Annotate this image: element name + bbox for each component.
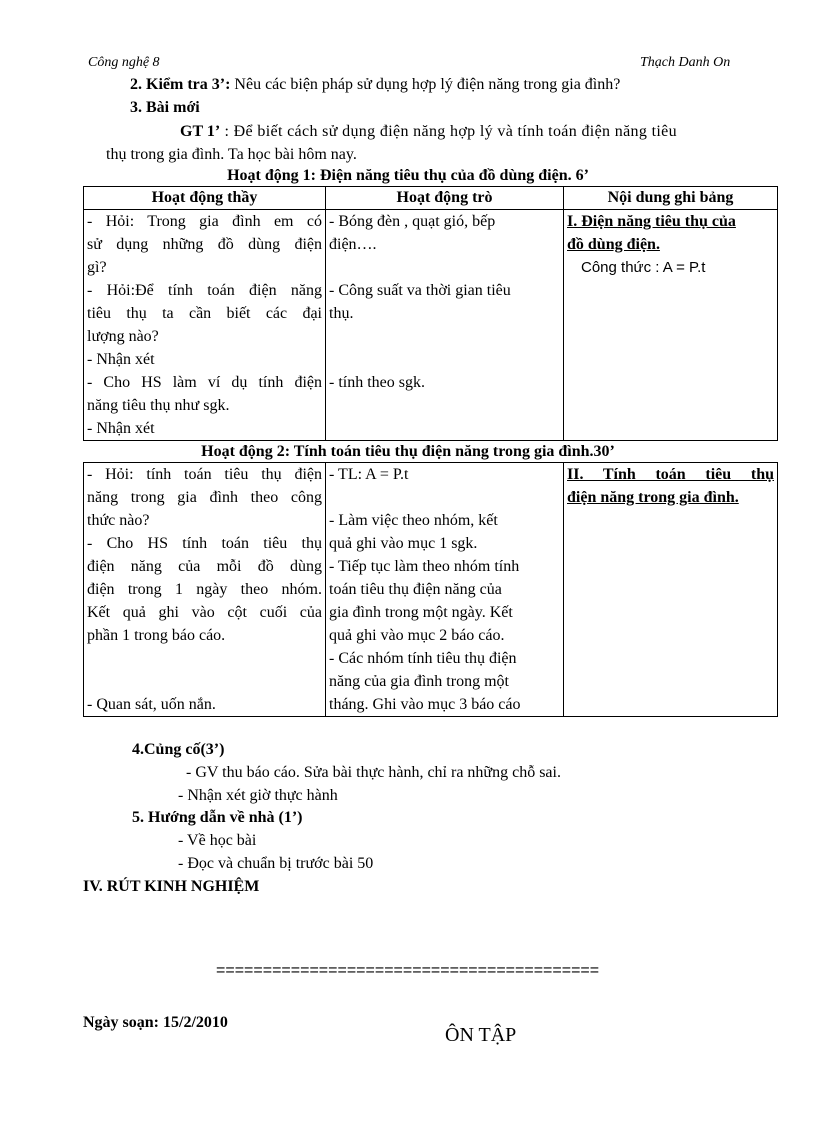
a1-teacher-line: lượng nào? bbox=[87, 328, 159, 345]
a1-student-spacer bbox=[329, 325, 560, 348]
homework-heading bbox=[132, 806, 302, 829]
homework-item-2: - Đọc và chuẩn bị trước bài 50 bbox=[178, 855, 374, 872]
a1-student-line: điện…. bbox=[329, 236, 377, 253]
activity2-teacher-cell bbox=[84, 463, 326, 717]
new-lesson-label: 3. Bài mới bbox=[130, 99, 200, 116]
activity2-board-cell bbox=[564, 463, 778, 717]
a1-board-heading: I. Điện năng tiêu thụ của bbox=[567, 213, 736, 230]
a2-student-line: toán tiêu thụ điện năng của bbox=[329, 581, 502, 598]
a2-teacher-line: - Cho HS tính toán tiêu thụ bbox=[87, 535, 322, 552]
a1-teacher-line: sử dụng những đồ dùng điện bbox=[87, 236, 322, 253]
check-text: Nêu các biện pháp sử dụng hợp lý điện năng trong gia đình? bbox=[230, 76, 621, 93]
a2-student-line: - Tiếp tục làm theo nhóm tính bbox=[329, 558, 520, 575]
activity1-header-row bbox=[84, 187, 778, 210]
a2-teacher-line: - Hỏi: tính toán tiêu thụ điện bbox=[87, 466, 322, 483]
a2-student-line: - Làm việc theo nhóm, kết bbox=[329, 512, 498, 529]
a2-student-line: gia đình trong một ngày. Kết bbox=[329, 604, 513, 621]
a2-teacher-line: phần 1 trong báo cáo. bbox=[87, 627, 226, 644]
consolidate-label: 4.Củng cố(3’) bbox=[132, 741, 225, 758]
prep-date: Ngày soạn: 15/2/2010 bbox=[83, 1014, 228, 1031]
a2-student-line: - TL: A = P.t bbox=[329, 466, 409, 483]
activity1-title: Hoạt động 1: Điện năng tiêu thụ của đồ dùng điện. 6’ bbox=[227, 167, 589, 184]
activity2-student-cell bbox=[326, 463, 564, 717]
new-lesson-heading bbox=[130, 96, 200, 119]
a1-board-formula: Công thức : A = P.t bbox=[581, 259, 706, 276]
col-board-header: Nội dung ghi bảng bbox=[564, 187, 778, 210]
a1-teacher-line: - Cho HS làm ví dụ tính điện bbox=[87, 374, 322, 391]
activity1-teacher-cell bbox=[84, 210, 326, 441]
a1-teacher-line: - Hỏi: Trong gia đình em có bbox=[87, 213, 322, 230]
intro-line-1 bbox=[180, 120, 677, 143]
a2-teacher-line: Kết quả ghi vào cột cuối của bbox=[87, 604, 322, 621]
a2-teacher-line: điện trong 1 ngày theo nhóm. bbox=[87, 581, 322, 598]
activity1-board-cell bbox=[564, 210, 778, 441]
a2-student-line: quả ghi vào mục 2 báo cáo. bbox=[329, 627, 505, 644]
intro-line-2: thụ trong gia đình. Ta học bài hôm nay. bbox=[106, 146, 357, 163]
a1-teacher-line: năng tiêu thụ như sgk. bbox=[87, 397, 230, 414]
activity1-content-row bbox=[84, 210, 778, 441]
a2-teacher-line: - Quan sát, uốn nắn. bbox=[87, 696, 216, 713]
check-section bbox=[130, 73, 620, 96]
consolidate-heading bbox=[132, 738, 224, 761]
activity2-table bbox=[83, 462, 778, 717]
header-author: Thạch Danh On bbox=[640, 55, 731, 70]
a2-student-line: quả ghi vào mục 1 sgk. bbox=[329, 535, 478, 552]
a2-teacher-spacer bbox=[87, 647, 322, 670]
activity2-content-row bbox=[84, 463, 778, 717]
a2-student-spacer bbox=[329, 486, 560, 509]
a2-teacher-line: điện năng của mỗi đồ dùng bbox=[87, 558, 322, 575]
experience-label: IV. RÚT KINH NGHIỆM bbox=[83, 878, 260, 895]
a1-teacher-line: gì? bbox=[87, 259, 107, 276]
a1-student-line: - Bóng đèn , quạt gió, bếp bbox=[329, 213, 496, 230]
a1-student-spacer bbox=[329, 256, 560, 279]
consolidate-item-2: - Nhận xét giờ thực hành bbox=[178, 787, 338, 804]
activity2-title: Hoạt động 2: Tính toán tiêu thụ điện năng trong gia đình.30’ bbox=[201, 443, 615, 460]
col-teacher-header: Hoạt động thầy bbox=[84, 187, 326, 210]
intro-label: GT 1’ bbox=[180, 123, 221, 140]
experience-heading bbox=[83, 875, 259, 898]
a1-student-line: - tính theo sgk. bbox=[329, 374, 425, 391]
a1-teacher-line: tiêu thụ ta cần biết các đại bbox=[87, 305, 322, 322]
homework-item-1: - Về học bài bbox=[178, 832, 257, 849]
next-lesson-title: ÔN TẬP bbox=[445, 1024, 517, 1046]
col-student-header: Hoạt động trò bbox=[326, 187, 564, 210]
activity1-student-cell bbox=[326, 210, 564, 441]
page-separator: ========================================= bbox=[216, 962, 600, 979]
a1-board-heading: đồ dùng điện. bbox=[567, 236, 660, 253]
a2-student-line: - Các nhóm tính tiêu thụ điện bbox=[329, 650, 517, 667]
header-subject: Công nghệ 8 bbox=[88, 55, 160, 70]
consolidate-item-1: - GV thu báo cáo. Sửa bài thực hành, chỉ ra những chỗ sai. bbox=[186, 764, 561, 781]
intro-text-1: : Để biết cách sử dụng điện năng hợp lý và tính toán điện năng tiêu bbox=[220, 123, 677, 140]
a1-teacher-line: - Nhận xét bbox=[87, 351, 155, 368]
a1-student-spacer bbox=[329, 348, 560, 371]
a1-teacher-line: - Hỏi:Để tính toán điện năng bbox=[87, 282, 322, 299]
a1-teacher-line: - Nhận xét bbox=[87, 420, 155, 437]
a1-student-line: thụ. bbox=[329, 305, 354, 322]
a1-student-line: - Công suất va thời gian tiêu bbox=[329, 282, 511, 299]
check-label: 2. Kiểm tra 3’: bbox=[130, 76, 231, 93]
a2-teacher-line: thức nào? bbox=[87, 512, 150, 529]
a2-teacher-line: năng trong gia đình theo công bbox=[87, 489, 322, 506]
a2-teacher-spacer bbox=[87, 670, 322, 693]
a2-student-line: năng của gia đình trong một bbox=[329, 673, 509, 690]
activity1-table bbox=[83, 186, 778, 441]
a2-student-line: tháng. Ghi vào mục 3 báo cáo bbox=[329, 696, 521, 713]
homework-label: 5. Hướng dẫn về nhà (1’) bbox=[132, 809, 303, 826]
a2-board-heading: II. Tính toán tiêu thụ bbox=[567, 466, 774, 483]
a2-board-heading: điện năng trong gia đình. bbox=[567, 489, 739, 506]
